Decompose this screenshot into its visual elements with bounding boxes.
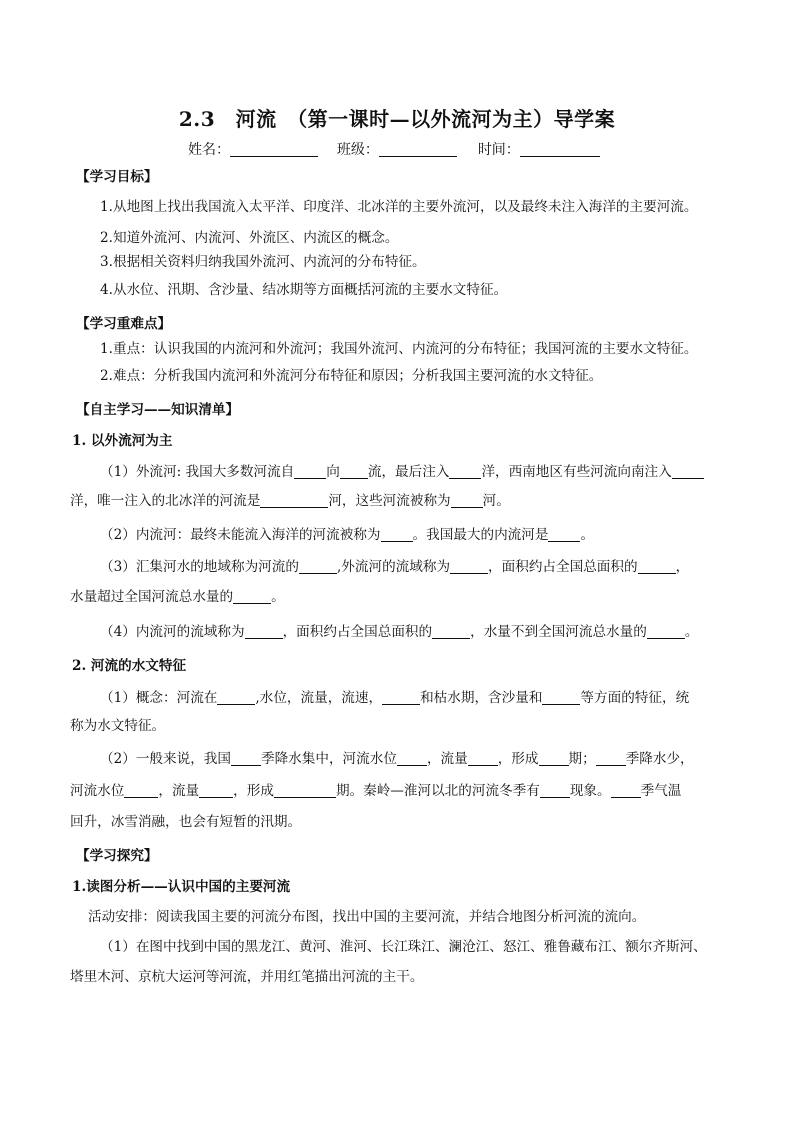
fill-line-p1b	[70, 491, 510, 511]
answer-blank[interactable]	[274, 783, 336, 798]
answer-blank[interactable]	[199, 783, 233, 798]
fill-line-q2b	[70, 781, 681, 801]
text-fragment: （2）一般来说，我国	[100, 751, 231, 767]
text-fragment: 。我国最大的内流河是	[412, 527, 549, 543]
answer-blank[interactable]	[382, 690, 420, 705]
text-fragment: 期。秦岭—淮河以北的河流冬季有	[335, 783, 540, 799]
goal-item: 3.根据相关资料归纳我国外流河、内流河的分布特征。	[100, 254, 426, 270]
section-heading-goals: 【学习目标】	[76, 169, 158, 185]
text-fragment: 季降水集中，河流水位	[261, 751, 397, 767]
text-fragment: 洋，西南地区有些河流向南注入	[481, 464, 672, 480]
text-fragment: 等方面的特征，统	[580, 690, 690, 706]
answer-blank[interactable]	[468, 751, 498, 766]
text-fragment: （1）外流河: 我国大多数河流自	[100, 464, 295, 480]
text-fragment: （4）内流河的流域称为	[100, 624, 245, 640]
name-label: 姓名：	[188, 142, 230, 158]
answer-blank[interactable]	[233, 589, 271, 604]
text-fragment: 季气温	[640, 783, 682, 799]
text-fragment: （3）汇集河水的地域称为河流的	[100, 559, 299, 575]
answer-blank[interactable]	[540, 783, 570, 798]
subheading-external-rivers: 1. 以外流河为主	[72, 433, 173, 449]
text-fragment: ，流量	[158, 783, 200, 799]
text-fragment: （1）概念：河流在	[100, 690, 218, 706]
text-fragment: 。	[684, 624, 699, 640]
answer-blank[interactable]	[340, 464, 368, 479]
answer-blank[interactable]	[539, 751, 569, 766]
text-fragment: ，流量	[426, 751, 468, 767]
text-fragment: 水量超过全国河流总水量的	[70, 589, 234, 605]
page-title: 2.3 河流 （第一课时—以外流河为主）导学案	[178, 107, 616, 131]
text-fragment: ，水量不到全国河流总水量的	[470, 624, 647, 640]
answer-blank[interactable]	[299, 559, 337, 574]
keypoint-item: 2.难点：分析我国内流河和外流河分布特征和原因；分析我国主要河流的水文特征。	[100, 368, 603, 384]
text-fragment: 期；	[568, 751, 596, 767]
text-line-q1b: 称为水文特征。	[70, 718, 166, 734]
keypoint-item: 1.重点：认识我国的内流河和外流河；我国外流河、内流河的分布特征；我国河流的主要水文特征。	[100, 341, 698, 357]
fill-line-q2	[100, 749, 694, 769]
answer-blank[interactable]	[638, 559, 676, 574]
text-fragment: ，形成	[497, 751, 539, 767]
text-fragment: ，形成	[233, 783, 274, 799]
text-fragment: 流，最后注入	[367, 464, 450, 480]
answer-blank[interactable]	[647, 624, 685, 639]
class-blank[interactable]	[379, 142, 457, 157]
fill-line-p3	[100, 557, 689, 577]
text-line-q2c: 回升，冰雪消融，也会有短暂的汛期。	[70, 814, 302, 830]
text-fragment: 河流水位	[70, 783, 125, 799]
section-heading-inquiry: 【学习探究】	[76, 848, 158, 864]
answer-blank[interactable]	[432, 624, 470, 639]
answer-blank[interactable]	[611, 783, 641, 798]
info-row	[188, 140, 600, 160]
answer-blank[interactable]	[451, 493, 483, 508]
section-heading-selfstudy: 【自主学习——知识清单】	[76, 402, 240, 418]
time-label: 时间：	[477, 142, 520, 158]
text-fragment: 向	[326, 464, 340, 480]
subheading-map-analysis: 1.读图分析——认识中国的主要河流	[72, 879, 291, 895]
answer-blank[interactable]	[217, 690, 255, 705]
task-text-continued: 塔里木河、京杭大运河等河流，并用红笔描出河流的主干。	[70, 969, 424, 985]
goal-item: 4.从水位、汛期、含沙量、结冰期等方面概括河流的主要水文特征。	[100, 282, 508, 298]
answer-blank[interactable]	[231, 751, 261, 766]
text-fragment: 季降水少，	[625, 751, 694, 767]
name-blank[interactable]	[230, 142, 318, 157]
text-fragment: 河。	[482, 493, 510, 509]
answer-blank[interactable]	[542, 690, 580, 705]
answer-blank[interactable]	[294, 464, 326, 479]
answer-blank[interactable]	[548, 527, 580, 542]
section-heading-keypoints: 【学习重难点】	[76, 316, 172, 332]
text-fragment: （2）内流河：最终未能流入海洋的河流被称为	[100, 527, 381, 543]
text-fragment: ，	[675, 559, 690, 575]
answer-blank[interactable]	[397, 751, 427, 766]
goal-item: 2.知道外流河、内流河、外流区、内流区的概念。	[100, 230, 399, 246]
fill-line-p1	[100, 462, 704, 482]
text-fragment: 洋，唯一注入的北冰洋的河流是	[70, 493, 261, 509]
text-fragment: 现象。	[569, 783, 611, 799]
text-fragment: 。	[271, 589, 285, 605]
text-fragment: ,水位，流量，流速，	[255, 690, 383, 706]
task-text: （1）在图中找到中国的黑龙江、黄河、淮河、长江珠江、澜沧江、怒江、雅鲁藏布江、额尔齐斯河、	[100, 939, 707, 955]
goal-item: 1.从地图上找出我国流入太平洋、印度洋、北冰洋的主要外流河，以及最终未注入海洋的主要河流。	[100, 199, 698, 215]
answer-blank[interactable]	[245, 624, 283, 639]
fill-line-p2	[100, 525, 594, 545]
answer-blank[interactable]	[124, 783, 158, 798]
activity-text: 活动安排：阅读我国主要的河流分布图，找出中国的主要河流，并结合地图分析河流的流向。	[88, 909, 646, 925]
time-blank[interactable]	[520, 142, 600, 157]
fill-line-p4	[100, 622, 698, 642]
answer-blank[interactable]	[381, 527, 413, 542]
answer-blank[interactable]	[596, 751, 626, 766]
text-fragment: 和枯水期，含沙量和	[420, 690, 543, 706]
subheading-hydrology: 2. 河流的水文特征	[72, 658, 187, 674]
text-fragment: 河，这些河流被称为	[328, 493, 451, 509]
answer-blank[interactable]	[260, 493, 328, 508]
fill-line-p3b	[70, 587, 285, 607]
fill-line-q1	[100, 688, 689, 708]
text-fragment: ，面积约占全国总面积的	[488, 559, 638, 575]
answer-blank[interactable]	[449, 464, 481, 479]
answer-blank[interactable]	[672, 464, 704, 479]
answer-blank[interactable]	[450, 559, 488, 574]
text-fragment: ，面积约占全国总面积的	[282, 624, 433, 640]
text-fragment: 。	[580, 527, 595, 543]
text-fragment: ,外流河的流域称为	[336, 559, 451, 575]
class-label: 班级：	[336, 142, 379, 158]
